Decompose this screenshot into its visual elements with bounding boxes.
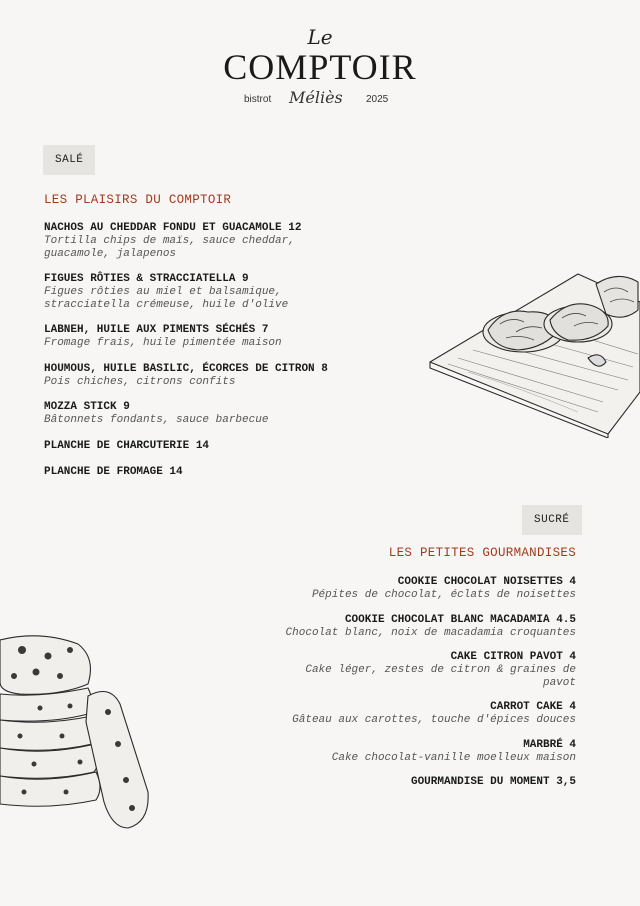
menu-item-name: CAKE CITRON PAVOT 4 [450, 651, 576, 663]
menu-item-name: COOKIE CHOCOLAT BLANC MACADAMIA 4.5 [344, 613, 576, 626]
menu-item-name: GOURMANDISE DU MOMENT 3,5 [410, 776, 576, 788]
brand-le: Le [307, 25, 333, 49]
menu-item [44, 222, 404, 260]
menu-item-description: Bâtonnets fondants, sauce barbecue [44, 414, 269, 426]
menu-item [44, 401, 404, 427]
brand-year: 2025 [366, 94, 389, 105]
menu-item-name: PLANCHE DE FROMAGE 14 [44, 465, 183, 478]
brand-logo [0, 26, 640, 110]
board-illustration-icon [428, 262, 640, 438]
brand-subline [0, 88, 640, 110]
menu-item-name: FIGUES RÔTIES & STRACCIATELLA 9 [44, 273, 249, 285]
section-tag-sale: SALÉ [43, 145, 95, 175]
brand-name: COMPTOIR [223, 47, 417, 87]
menu-item-description: Gâteau aux carottes, touche d'épices douces [292, 714, 576, 726]
menu-item-description: guacamole, jalapenos [44, 247, 177, 260]
menu-item-name: COOKIE CHOCOLAT NOISETTES 4 [397, 576, 576, 588]
menu-item-name: CARROT CAKE 4 [490, 701, 576, 713]
brand-bistrot: bistrot [244, 94, 272, 105]
menu-item-description: Cake léger, zestes de citron & graines de [305, 664, 576, 676]
category-title-sale: LES PLAISIRS DU COMPTOIR [44, 193, 232, 207]
menu-item [216, 614, 576, 640]
section-tag-sucre: SUCRÉ [522, 505, 582, 535]
menu-item [44, 440, 404, 453]
menu-item-name: MARBRÉ 4 [523, 738, 576, 751]
menu-item-name: NACHOS AU CHEDDAR FONDU ET GUACAMOLE 12 [44, 222, 302, 234]
menu-item-name: PLANCHE DE CHARCUTERIE 14 [44, 439, 210, 452]
menu-item-name: HOUMOUS, HUILE BASILIC, ÉCORCES DE CITRON 8 [44, 362, 328, 375]
menu-item [44, 273, 404, 311]
menu-item [216, 651, 576, 689]
menu-item-description: Cake chocolat-vanille moelleux maison [331, 751, 576, 764]
menu-item [44, 466, 404, 479]
menu-item [44, 363, 404, 389]
sucre-items-list [216, 576, 576, 801]
menu-item-description: Pois chiches, citrons confits [44, 375, 236, 388]
menu-item [44, 324, 404, 350]
cookies-illustration-icon [0, 632, 155, 837]
menu-item-description: stracciatella crémeuse, huile d'olive [44, 298, 289, 311]
menu-item [216, 701, 576, 727]
menu-item-name: MOZZA STICK 9 [44, 401, 130, 413]
menu-item-description: Chocolat blanc, noix de macadamia croquantes [285, 626, 576, 639]
menu-item [216, 739, 576, 765]
menu-item-description: Figues rôties au miel et balsamique, [44, 286, 282, 298]
menu-item-description: pavot [542, 676, 576, 689]
sale-items-list [44, 222, 404, 492]
category-title-sucre: LES PETITES GOURMANDISES [388, 546, 576, 560]
menu-item [216, 776, 576, 789]
brand-melies: Méliès [289, 88, 343, 107]
menu-item-name: LABNEH, HUILE AUX PIMENTS SÉCHÉS 7 [44, 324, 269, 336]
menu-item [216, 576, 576, 602]
menu-item-description: Fromage frais, huile pimentée maison [44, 337, 282, 349]
menu-item-description: Tortilla chips de maïs, sauce cheddar, [44, 235, 295, 247]
menu-item-description: Pépites de chocolat, éclats de noisettes [311, 589, 576, 601]
